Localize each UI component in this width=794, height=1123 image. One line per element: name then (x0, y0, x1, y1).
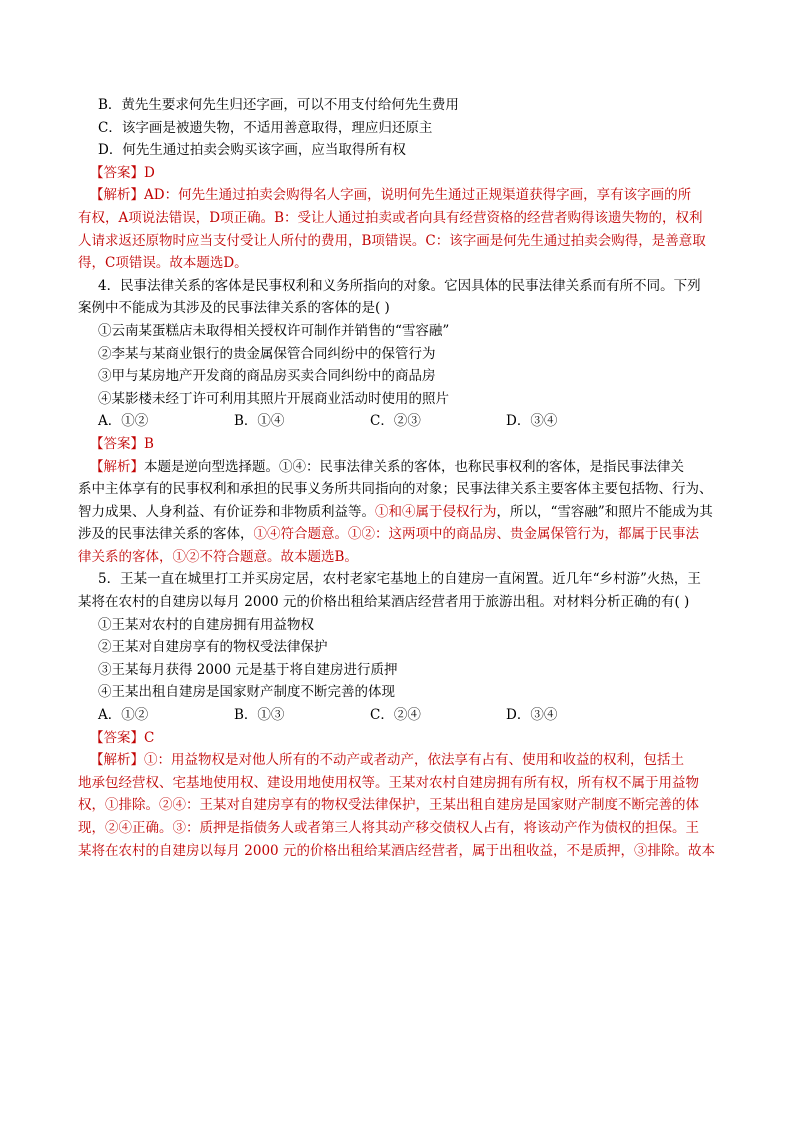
q4-analysis-line-1: 【解析】本题是逆向型选择题。①④：民事法律关系的客体，也称民事权利的客体，是指民事法律关 (90, 458, 684, 475)
q5-option-a: A．①② (98, 707, 149, 724)
q5-analysis-line-5: 某将在农村的自建房以每月 2000 元的价格出租给某酒店经营者，属于出租收益，不是质押，③排除。故本 (78, 842, 715, 859)
q3-analysis-line-4: 得，C项错误。故本题选D。 (78, 255, 248, 272)
q4-analysis-line-2: 系中主体享有的民事权利和承担的民事义务所共同指向的对象；民事法律关系主要客体主要包括物、行为、 (78, 481, 713, 498)
q3-option-d: D．何先生通过拍卖会购买该字画，应当取得所有权 (98, 142, 406, 159)
q4-stem-line-1: 4．民事法律关系的客体是民事权利和义务所指向的对象。它因具体的民事法律关系而有所不同。下列 (98, 277, 701, 294)
q5-item-1: ①王某对农村的自建房拥有用益物权 (98, 616, 314, 633)
q5-option-b: B．①③ (234, 707, 285, 724)
q3-option-b: B．黄先生要求何先生归还字画，可以不用支付给何先生费用 (98, 97, 459, 113)
q5-item-3: ③王某每月获得 2000 元是基于将自建房进行质押 (98, 661, 398, 678)
q3-analysis-line-1: 【解析】AD：何先生通过拍卖会购得名人字画，说明何先生通过正规渠道获得字画，享有该字画的所 (90, 187, 692, 204)
q4-item-4: ④某影楼未经丁许可利用其照片开展商业活动时使用的照片 (98, 390, 449, 407)
q4-option-c: C．②③ (370, 413, 421, 430)
q5-stem-line-2: 某将在农村的自建房以每月 2000 元的价格出租给某酒店经营者用于旅游出租。对材料分析正确的有( ) (78, 594, 690, 611)
q3-analysis-line-2: 有权，A项说法错误，D项正确。B：受让人通过拍卖或者向具有经营资格的经营者购得该遗失物的，权利 (78, 209, 703, 226)
document-content (78, 94, 718, 862)
q3-analysis-label: 【解析】 (90, 187, 144, 204)
q4-option-d: D．③④ (506, 413, 558, 430)
q4-analysis-line-4: 涉及的民事法律关系的客体，①④符合题意。①②：这两项中的商品房、贵金属保管行为，都属于民事法 (78, 526, 699, 543)
q5-option-d: D．③④ (506, 707, 558, 724)
q4-item-2: ②李某与某商业银行的贵金属保管合同纠纷中的保管行为 (98, 345, 436, 362)
q4-item-3: ③甲与某房地产开发商的商品房买卖合同纠纷中的商品房 (98, 368, 436, 385)
q5-item-4: ④王某出租自建房是国家财产制度不断完善的体现 (98, 684, 395, 701)
q3-analysis-line-3: 人请求返还原物时应当支付受让人所付的费用，B项错误。C：该字画是何先生通过拍卖会购得，是善意取 (78, 232, 706, 249)
q4-options (78, 410, 718, 433)
q5-analysis-line-4: 现，②④正确。③：质押是指债务人或者第三人将其动产移交债权人占有，将该动产作为债权的担保。王 (78, 820, 699, 836)
q5-option-c: C．②④ (370, 707, 421, 724)
q4-stem-line-2: 案例中不能成为其涉及的民事法律关系的客体的是( ) (78, 300, 390, 317)
q5-stem-line-1: 5．王某一直在城里打工并买房定居，农村老家宅基地上的自建房一直闲置。近几年“乡村游”火热，王 (98, 571, 701, 588)
q5-analysis-line-3: 权，①排除。②④：王某对自建房享有的物权受法律保护，王某出租自建房是国家财产制度不断完善的体 (78, 797, 699, 814)
q4-option-b: B．①④ (234, 413, 285, 430)
q4-analysis-line-5: 律关系的客体，①②不符合题意。故本题选B。 (78, 548, 358, 565)
q4-option-a: A．①② (98, 413, 149, 430)
q5-analysis-line-2: 地承包经营权、宅基地使用权、建设用地使用权等。王某对农村自建房拥有所有权，所有权不属于用益物 (78, 774, 699, 791)
q5-analysis-line-1: 【解析】①：用益物权是对他人所有的不动产或者动产，依法享有占有、使用和收益的权利，包括土 (90, 752, 684, 769)
q5-answer: 【答案】C (90, 729, 155, 746)
q5-options (78, 704, 718, 727)
q5-analysis-label: 【解析】 (90, 752, 144, 769)
q4-analysis-line-3: 智力成果、人身利益、有价证券和非物质利益等。①和④属于侵权行为，所以，“雪容融”和照片不能成为其 (78, 503, 713, 520)
q4-analysis-label: 【解析】 (90, 458, 144, 475)
q3-option-c: C．该字画是被遗失物，不适用善意取得，理应归还原主 (98, 119, 433, 136)
q5-item-2: ②王某对自建房享有的物权受法律保护 (98, 639, 328, 656)
q4-answer: 【答案】B (90, 435, 154, 452)
q4-item-1: ①云南某蛋糕店未取得相关授权许可制作并销售的“雪容融” (98, 322, 450, 339)
q3-answer: 【答案】D (90, 164, 155, 181)
